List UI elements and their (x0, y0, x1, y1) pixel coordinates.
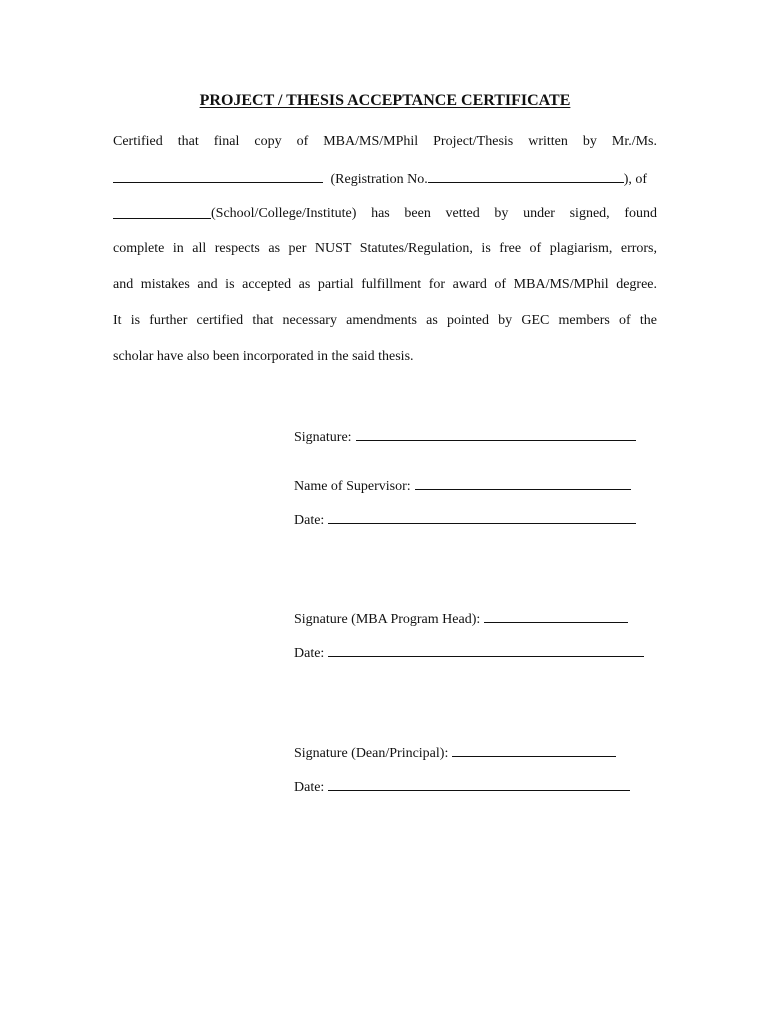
supervisor-name-field[interactable] (415, 476, 631, 490)
registration-label: (Registration No. (330, 172, 428, 187)
supervisor-signature-label: Signature: (294, 430, 352, 445)
program-head-date-label: Date: (294, 646, 325, 661)
registration-end-text: ), of (623, 172, 648, 187)
page-title: PROJECT / THESIS ACCEPTANCE CERTIFICATE (199, 92, 571, 109)
program-head-signature-field[interactable] (484, 609, 628, 623)
dean-date-field[interactable] (328, 777, 630, 791)
supervisor-name-label: Name of Supervisor: (294, 479, 411, 494)
school-field[interactable] (113, 204, 211, 219)
supervisor-name-row (294, 476, 631, 496)
dean-date-label: Date: (294, 780, 325, 795)
program-head-signature-row (294, 609, 628, 629)
supervisor-date-row (294, 510, 636, 530)
paragraph-line-2 (113, 168, 657, 188)
program-head-date-field[interactable] (328, 643, 644, 657)
supervisor-signature-row (294, 427, 636, 447)
supervisor-signature-field[interactable] (356, 427, 636, 441)
paragraph-line-7: scholar have also been incorporated in the said thesis. (113, 349, 414, 364)
dean-signature-field[interactable] (452, 743, 616, 757)
dean-date-row (294, 777, 630, 797)
student-name-field[interactable] (113, 168, 323, 183)
program-head-signature-label: Signature (MBA Program Head): (294, 612, 481, 627)
paragraph-line-4: complete in all respects as per NUST Statutes/Regulation, is free of plagiarism, errors, (113, 241, 657, 256)
paragraph-line-5: and mistakes and is accepted as partial fulfillment for award of MBA/MS/MPhil degree. (113, 277, 657, 292)
paragraph-line-1: Certified that final copy of MBA/MS/MPhil Project/Thesis written by Mr./Ms. (113, 134, 657, 149)
paragraph-line-3 (113, 204, 657, 224)
dean-signature-row (294, 743, 616, 763)
supervisor-date-label: Date: (294, 513, 325, 528)
registration-number-field[interactable] (428, 168, 624, 183)
dean-signature-label: Signature (Dean/Principal): (294, 746, 449, 761)
paragraph-line-6: It is further certified that necessary amendments as pointed by GEC members of the (113, 313, 657, 328)
supervisor-date-field[interactable] (328, 510, 636, 524)
program-head-date-row (294, 643, 644, 663)
paragraph-line-3-text: (School/College/Institute) has been vetted by under signed, found (211, 206, 657, 221)
